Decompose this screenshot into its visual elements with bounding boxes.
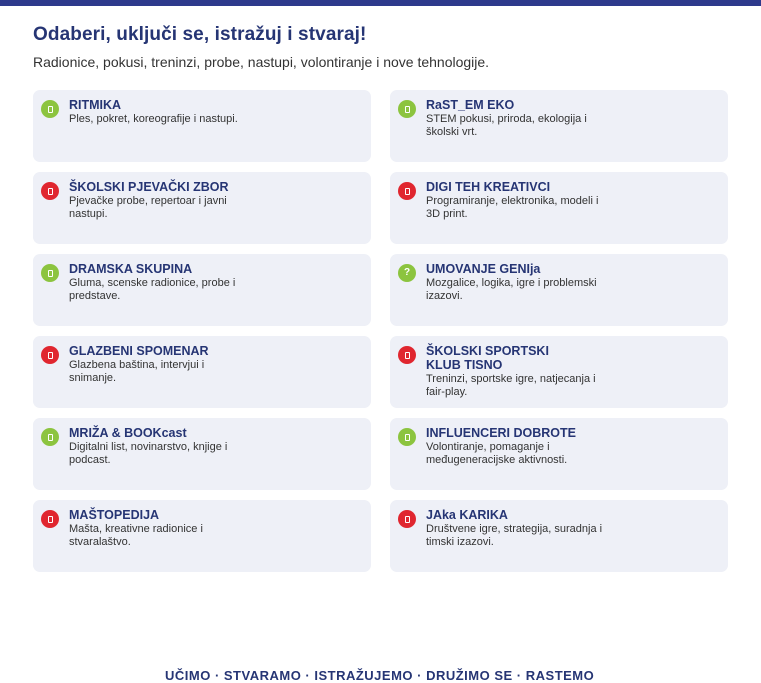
card-description: Društvene igre, strategija, suradnja i timski izazovi.: [426, 523, 603, 548]
card-description: Pjevačke probe, repertoar i javni nastupi.: [69, 195, 227, 220]
placeholder-square-icon: [398, 346, 416, 364]
card-title: UMOVANJE GENIja: [426, 262, 541, 276]
card-description: Mašta, kreativne radionice i stvaralaštvo.: [69, 523, 203, 548]
card-title: DRAMSKA SKUPINA: [69, 262, 193, 276]
card-title: INFLUENCERI DOBROTE: [426, 426, 576, 440]
placeholder-square-icon: [398, 182, 416, 200]
card-title: ŠKOLSKI SPORTSKI KLUB TISNO: [426, 344, 549, 372]
card-title: RaST_EM EKO: [426, 98, 515, 112]
activity-card-jaka-karika[interactable]: [390, 500, 728, 572]
placeholder-square-icon: [398, 428, 416, 446]
activity-card-digi-teh-kreativci[interactable]: [390, 172, 728, 244]
activity-card-skolski-pjevacki-zbor[interactable]: [33, 172, 371, 244]
placeholder-square-icon: [398, 100, 416, 118]
activity-grid: [33, 90, 728, 572]
activity-card-glazbeni-spomenar[interactable]: [33, 336, 371, 408]
card-description: STEM pokusi, priroda, ekologija i školski vrt.: [426, 113, 587, 138]
page-title: Odaberi, uključi se, istražuj i stvaraj!: [33, 24, 367, 45]
placeholder-square-icon: [398, 510, 416, 528]
card-description: Ples, pokret, koreografije i nastupi.: [69, 113, 238, 125]
card-title: GLAZBENI SPOMENAR: [69, 344, 209, 358]
activity-card-mriza-bookcast[interactable]: [33, 418, 371, 490]
card-title: RITMIKA: [69, 98, 122, 112]
card-description: Treninzi, sportske igre, natjecanja i fair-play.: [426, 373, 596, 398]
card-description: Gluma, scenske radionice, probe i predstave.: [69, 277, 236, 302]
card-description: Glazbena baština, intervjui i snimanje.: [69, 359, 205, 384]
placeholder-square-icon: [41, 346, 59, 364]
card-description: Digitalni list, novinarstvo, knjige i podcast.: [69, 441, 228, 466]
footer-tagline: UČIMO · STVARAMO · ISTRAŽUJEMO · DRUŽIMO SE · RASTEMO: [165, 668, 595, 683]
activity-card-skolski-sportski-klub[interactable]: [390, 336, 728, 408]
card-description: Programiranje, elektronika, modeli i 3D print.: [426, 195, 599, 220]
card-description: Volontiranje, pomaganje i međugeneracijske aktivnosti.: [426, 441, 568, 466]
card-title: MAŠTOPEDIJA: [69, 508, 160, 522]
card-description: Mozgalice, logika, igre i problemski izazovi.: [426, 277, 597, 302]
placeholder-square-icon: [41, 264, 59, 282]
card-title: MRIŽA & BOOKcast: [69, 426, 187, 440]
card-title: ŠKOLSKI PJEVAČKI ZBOR: [69, 180, 229, 194]
card-title: DIGI TEH KREATIVCI: [426, 180, 551, 194]
activity-card-umovanje-genija[interactable]: [390, 254, 728, 326]
activity-card-mastopedija[interactable]: [33, 500, 371, 572]
activity-card-dramska-skupina[interactable]: [33, 254, 371, 326]
placeholder-square-icon: [41, 182, 59, 200]
placeholder-square-icon: [41, 100, 59, 118]
placeholder-square-icon: [41, 428, 59, 446]
activity-card-ritmika[interactable]: [33, 90, 371, 162]
activity-card-influenceri-dobrote[interactable]: [390, 418, 728, 490]
placeholder-square-icon: [41, 510, 59, 528]
card-title: JAka KARIKA: [426, 508, 508, 522]
question-mark-icon: ?: [398, 264, 416, 282]
page-subtitle: Radionice, pokusi, treninzi, probe, nastupi, volontiranje i nove tehnologije.: [33, 54, 490, 70]
top-accent-bar: [0, 0, 761, 6]
activity-card-rast-em-eko[interactable]: [390, 90, 728, 162]
